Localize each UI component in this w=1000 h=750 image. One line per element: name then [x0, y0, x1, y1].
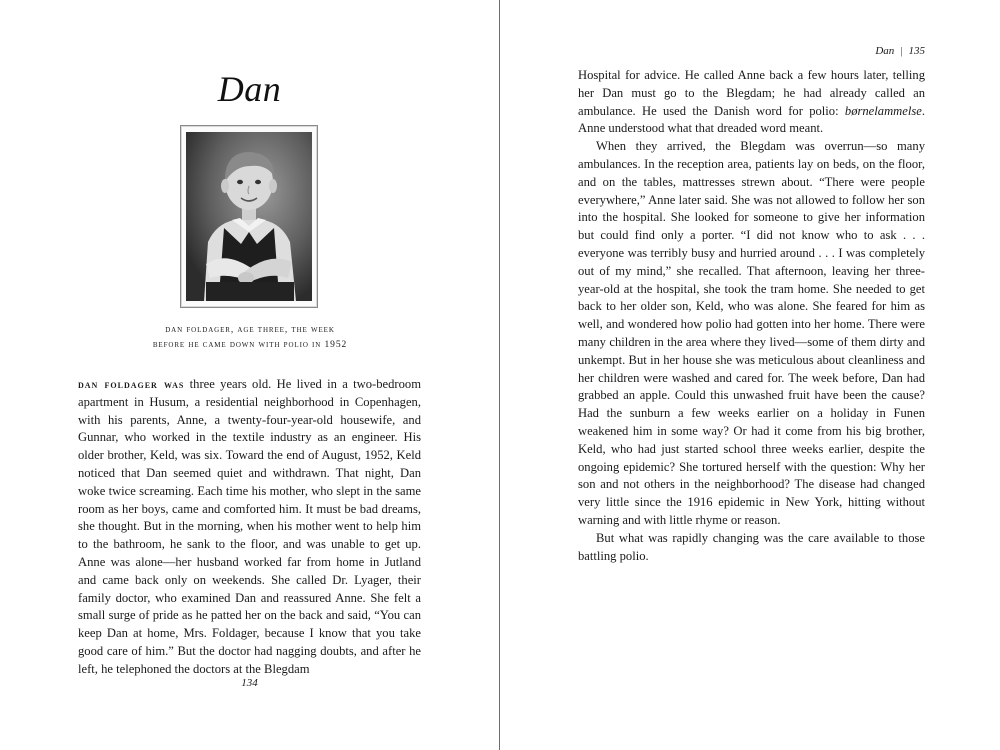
right-body-text	[578, 67, 925, 565]
running-head-separator: |	[900, 45, 903, 57]
book-gutter	[499, 0, 500, 750]
portrait-photo-frame	[180, 125, 318, 308]
paragraph-opening	[78, 376, 421, 679]
chapter-title: Dan	[217, 69, 282, 109]
running-head-title: Dan	[875, 45, 895, 57]
running-head	[875, 45, 925, 57]
left-body-text	[78, 376, 421, 679]
paragraph-blegdam: When they arrived, the Blegdam was overrun—so many ambulances. In the reception area, patients lay on beds, on the floor, and on the tables, mattresses strewn about. “There were people everywhere,” Anne later said. She was not allowed to follow her son into the hospital. She looked for someone to give her information but could find only a porter. “I did not know who to ask . . . everyone was terribly busy and hurried around . . . I was completely out of my mind,” she recalled. That afternoon, leaving her three-year-old at the hospital, she took the tram home. She needed to get back to her older son, Keld, who was alone. She feared for him as well, and wondered how polio had gotten into her home. There were many children in the area where they lived—some of them dirty and unkempt. But in her house she was meticulous about cleanliness and her children were washed and cared for. The week before, Dan had grabbed an apple. Could this unwashed fruit have been the cause? Had the sunburn a few weeks earlier on a holiday in Funen weakened him in some way? Or had it come from his big brother, Keld, who had just started school three weeks earlier, despite the ongoing epidemic? She tortured herself with the question: Why her son and not others in the neighborhood? The disease had changed very little since the 1916 epidemic in New York, hitting without warning and with little rhyme or reason.	[578, 139, 925, 527]
page-number-right: 135	[908, 45, 925, 57]
photo-caption-line-1: dan foldager, age three, the week	[165, 325, 335, 335]
paragraph-continuation-end: . Anne understood what that dreaded word meant.	[578, 103, 925, 136]
paragraph-opening-text: three years old. He lived in a two-bedroom apartment in Husum, a residential neighborhood in Copenhagen, with his parents, Anne, a twenty-four-year-old housewife, and Gunnar, who worked in the textile industry as an engineer. His older brother, Keld, was six. Toward the end of August, 1952, Keld noticed that Dan seemed quiet and withdrawn. That night, Dan woke twice screaming. Each time his mother, who slept in the same room as her boys, came and comforted him. It must be bad dreams, she thought. But in the morning, when his mother went to help him to the bathroom, he sank to the floor, and was unable to get up. Anne was alone—her husband worked far from home in Jutland and came back only on weekends. She called Dr. Lyager, their family doctor, who examined Dan and reassured Anne. She felt a small surge of pride as he patted her on the back and said, “You can keep Dan at home, Mrs. Foldager, because I know that you take good care of him.” But the doctor had nagging doubts, and after he left, he telephoned the doctors at the Blegdam	[78, 377, 421, 676]
boy-portrait-illustration	[186, 132, 312, 301]
lead-in-small-caps: dan foldager was	[78, 377, 185, 391]
photo-caption-line-2: before he came down with polio in 1952	[152, 340, 348, 350]
page-number-left: 134	[241, 677, 258, 689]
paragraph-continuation	[578, 67, 925, 138]
left-page	[0, 0, 499, 750]
boy-portrait-photo	[186, 132, 312, 301]
paragraph-closing: But what was rapidly changing was the care available to those battling polio.	[578, 530, 925, 563]
paragraph-continuation-text: Hospital for advice. He called Anne back a few hours later, telling her Dan must go to the Blegdam; he had already called an ambulance. He used the Danish word for polio:	[578, 68, 925, 118]
danish-word-italic: børnelammelse	[844, 103, 922, 118]
photo-caption	[100, 323, 400, 353]
